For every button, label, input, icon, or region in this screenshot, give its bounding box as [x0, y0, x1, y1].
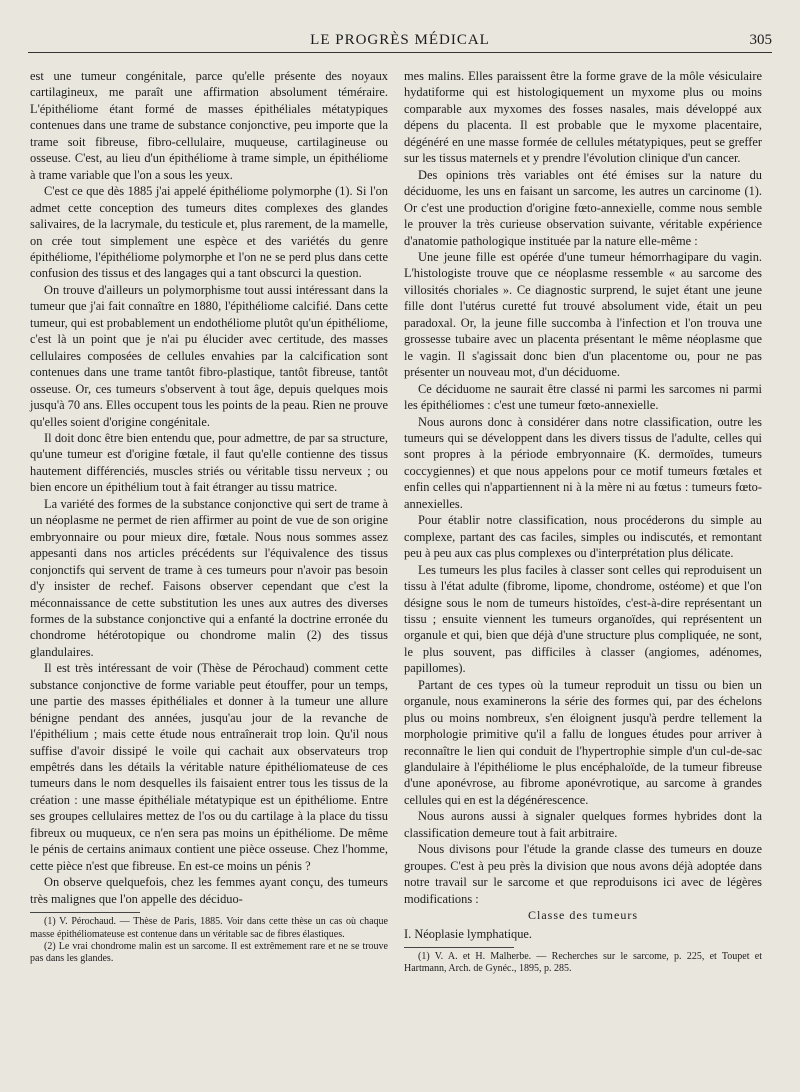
page-header — [28, 30, 772, 53]
footnote: (1) V. A. et H. Malherbe. — Recherches sur le sarcome, p. 225, et Toupet et Hartmann, Arch. de Gynéc., 1895, p. 285. — [404, 951, 762, 975]
left-column — [30, 68, 388, 966]
paragraph: Nous aurons donc à considérer dans notre classification, outre les tumeurs qui se développent dans les divers tissus de l'adulte, celles qui sont propres à la période embryonnaire (K. dermoïdes, tumeurs coccygiennes) et que nous appelons pour ce motif tumeurs fœtales et enfin celles qui n'appartiennent ni à la mère ni au fœtus : tumeurs fœto-annexielles. — [404, 414, 762, 511]
paragraph: Les tumeurs les plus faciles à classer sont celles qui reproduisent un tissu à l'état adulte (fibrome, lipome, chondrome, ostéome) et que l'on désigne sous le nom de tumeurs histoïdes, c'est-à-dire représentant un tissu ; ensuite viennent les tumeurs organoïdes, qui représentent un organule et qui, bien que déjà d'une structure plus compliquée, ne sont, le plus souvent, pas difficiles à classer (angiomes, adénomes, papillomes). — [404, 562, 762, 676]
paragraph: On trouve d'ailleurs un polymorphisme tout aussi intéressant dans la tumeur que j'ai fait connaître en 1880, l'épithéliome calcifié. Dans cette tumeur, qui est probablement un endothéliome plutôt qu'un épithéliome, c'est là un point que je n'ai pu élucider avec certitude, des masses cellulaires composées de cellules envahies par la calcification sont contenues dans une trame tantôt fibro-plastique, tantôt fibreuse, tantôt osseuse. Or, ces tumeurs s'observent à tout âge, depuis quelques mois jusqu'à 70 ans. Elles occupent tous les points de la peau. Rien ne prouve qu'elles soient d'origine congénitale. — [30, 282, 388, 429]
paragraph: La variété des formes de la substance conjonctive qui sert de trame à un néoplasme ne permet de rien affirmer au point de vue de son origine embryonnaire ou pour mieux dire, fœtale. Nous nous sommes assez appesanti dans nos articles précédents sur l'équivalence des tissus conjonctifs qui servent de trame à ces tumeurs pour n'avoir pas besoin d'y insister de rechef. Faisons observer cependant que c'est la méconnaissance de cette substitution les unes aux autres des diverses formes de la substance conjonctive qui a enfanté la doctrine erronée du chondrome hétérotopique ou chondrome malin (2) des tissus glandulaires. — [30, 496, 388, 659]
paragraph: Pour établir notre classification, nous procéderons du simple au complexe, partant des cas faciles, simples ou indiscutés, et remontant peu à peu aux cas plus complexes ou d'interprétation plus délicate. — [404, 513, 762, 561]
paragraph: Il doit donc être bien entendu que, pour admettre, de par sa structure, qu'une tumeur est d'origine fœtale, il faut qu'elle contienne des tissus hautement différenciés, muscles striés ou véritable tissu nerveux ; ou bien encore un épithélium tout à fait étranger au tissu matrice. — [30, 430, 388, 495]
paragraph: C'est ce que dès 1885 j'ai appelé épithéliome polymorphe (1). Si l'on admet cette conception des tumeurs dites complexes des glandes salivaires, de la lacrymale, du testicule et, plus rarement, de la mamelle, on crée tout simplement une espèce et des variétés du genre épithéliome, l'épithéliome polymorphe et l'on ne se perd plus dans cette confusion des tissus et des langages qui a tant obscurci la question. — [30, 184, 388, 281]
paragraph: Nous divisons pour l'étude la grande classe des tumeurs en douze groupes. C'est à peu près la division que nous avons déjà adoptée dans notre travail sur le sarcome et que reproduisons ici avec de légères modifications : — [404, 842, 762, 906]
footnote: (1) V. Pérochaud. — Thèse de Paris, 1885. Voir dans cette thèse un cas où chaque masse épithéliomateuse est contenue dans un véritable sac de fibres élastiques. — [30, 916, 388, 940]
paragraph: Des opinions très variables ont été émises sur la nature du déciduome, les uns en faisant un sarcome, les autres un carcinome (1). Or c'est une production d'origine fœto-annexielle, comme nous semble le prouver la très curieuse observation suivante, véritable expérience d'anatomie pathologique instituée par la nature elle-même : — [404, 167, 762, 248]
paragraph: est une tumeur congénitale, parce qu'elle présente des noyaux cartilagineux, me paraît une affirmation absolument téméraire. L'épithéliome étant formé de masses épithéliales métatypiques contenues dans une trame de substance conjonctive, peu importe que la trame soit fibreuse, fibro-cellulaire, muqueuse, cartilagineuse ou osseuse. C'est, au lieu d'un épithéliome à trame simple, un épithéliome à trame variable que l'on a sous les yeux. — [30, 69, 388, 182]
footnote-divider — [404, 947, 514, 948]
paragraph: Nous aurons aussi à signaler quelques formes hybrides dont la classification demeure tout à fait arbitraire. — [404, 809, 762, 840]
page-number: 305 — [749, 32, 772, 48]
footnote-divider — [30, 912, 140, 913]
paragraph: Ce déciduome ne saurait être classé ni parmi les sarcomes ni parmi les épithéliomes : c'est une tumeur fœto-annexielle. — [404, 381, 762, 413]
footnote: (2) Le vrai chondrome malin est un sarcome. Il est extrêmement rare et ne se trouve pas dans les glandes. — [30, 940, 388, 965]
paragraph: On observe quelquefois, chez les femmes ayant conçu, des tumeurs très malignes que l'on appelle des déciduo- — [30, 875, 388, 906]
paragraph: Partant de ces types où la tumeur reproduit un tissu ou bien un organule, nous examinerons la série des formes qui, par des échelons plus ou moins nombreux, s'en éloignent jusqu'à perdre tellement la morphologie primitive qu'il a fallu de longues études pour arriver à reconnaître le lien qui conduit de l'hypertrophie simple d'un cul-de-sac glandulaire à l'épithéliome le plus encéphaloïde, de la tumeur fibreuse d'une aponévrose, au fibrome aponévrotique, au sarcome à grandes cellules qui en est la dégénérescence. — [404, 677, 762, 807]
paragraph: Une jeune fille est opérée d'une tumeur hémorrhagipare du vagin. L'histologiste trouve que ce néoplasme ressemble « au sarcome des villosités choriales ». Ce diagnostic surprend, le sujet étant une jeune fille dont l'utérus curetté fut trouvé absolument vide, était un peu paradoxal. Or, la jeune fille succomba à l'infection et l'on trouva une grossesse tubaire avec un placenta présentant le même néoplasme que le vagin. Il s'agissait donc bien d'un placentome ou, pour ne pas présenter un nouveau mot, d'un déciduome. — [404, 249, 762, 380]
paragraph: Il est très intéressant de voir (Thèse de Pérochaud) comment cette substance conjonctive de forme variable peut étouffer, pour un temps, une partie des masses épithéliales et donner à la tumeur une allure bénigne pendant des années, jusqu'au jour de la revanche de l'épithélium ; mais cette étude nous entraînerait trop loin. Qu'il nous suffise d'avoir dissipé le voile qui cachait aux observateurs trop empêtrés dans les détails la véritable nature épithéliomateuse de ces tumeurs dans le nom desquelles ils faisaient entrer tous les tissus de la création : une masse épithéliale métatypique est un épithéliome. Entre ses groupes cellulaires mettez de l'os ou du cartilage à la place du tissu fibreux ou muqueux, ce n'en sera pas moins un épithéliome. De même le pénis de certains animaux contient une pièce osseuse. Chez l'homme, cette pièce n'est que fibreuse. En est-ce moins un pénis ? — [30, 661, 388, 873]
classification-item: I. Néoplasie lymphatique. — [404, 926, 533, 941]
right-column — [404, 68, 762, 976]
classification-heading: Classe des tumeurs — [528, 908, 638, 923]
journal-title: LE PROGRÈS MÉDICAL — [310, 32, 490, 48]
paragraph: mes malins. Elles paraissent être la forme grave de la môle vésiculaire hydatiforme qui est histologiquement un myxome plus ou moins comparable aux myxomes des fosses nasales, mais développé aux dépens du placenta. Il est probable que le myxome placentaire, dégénéré en une masse formée de cellules métatypiques, peut se greffer sur les tissus maternels et y prendre l'évolution clinique d'un cancer. — [404, 69, 762, 166]
